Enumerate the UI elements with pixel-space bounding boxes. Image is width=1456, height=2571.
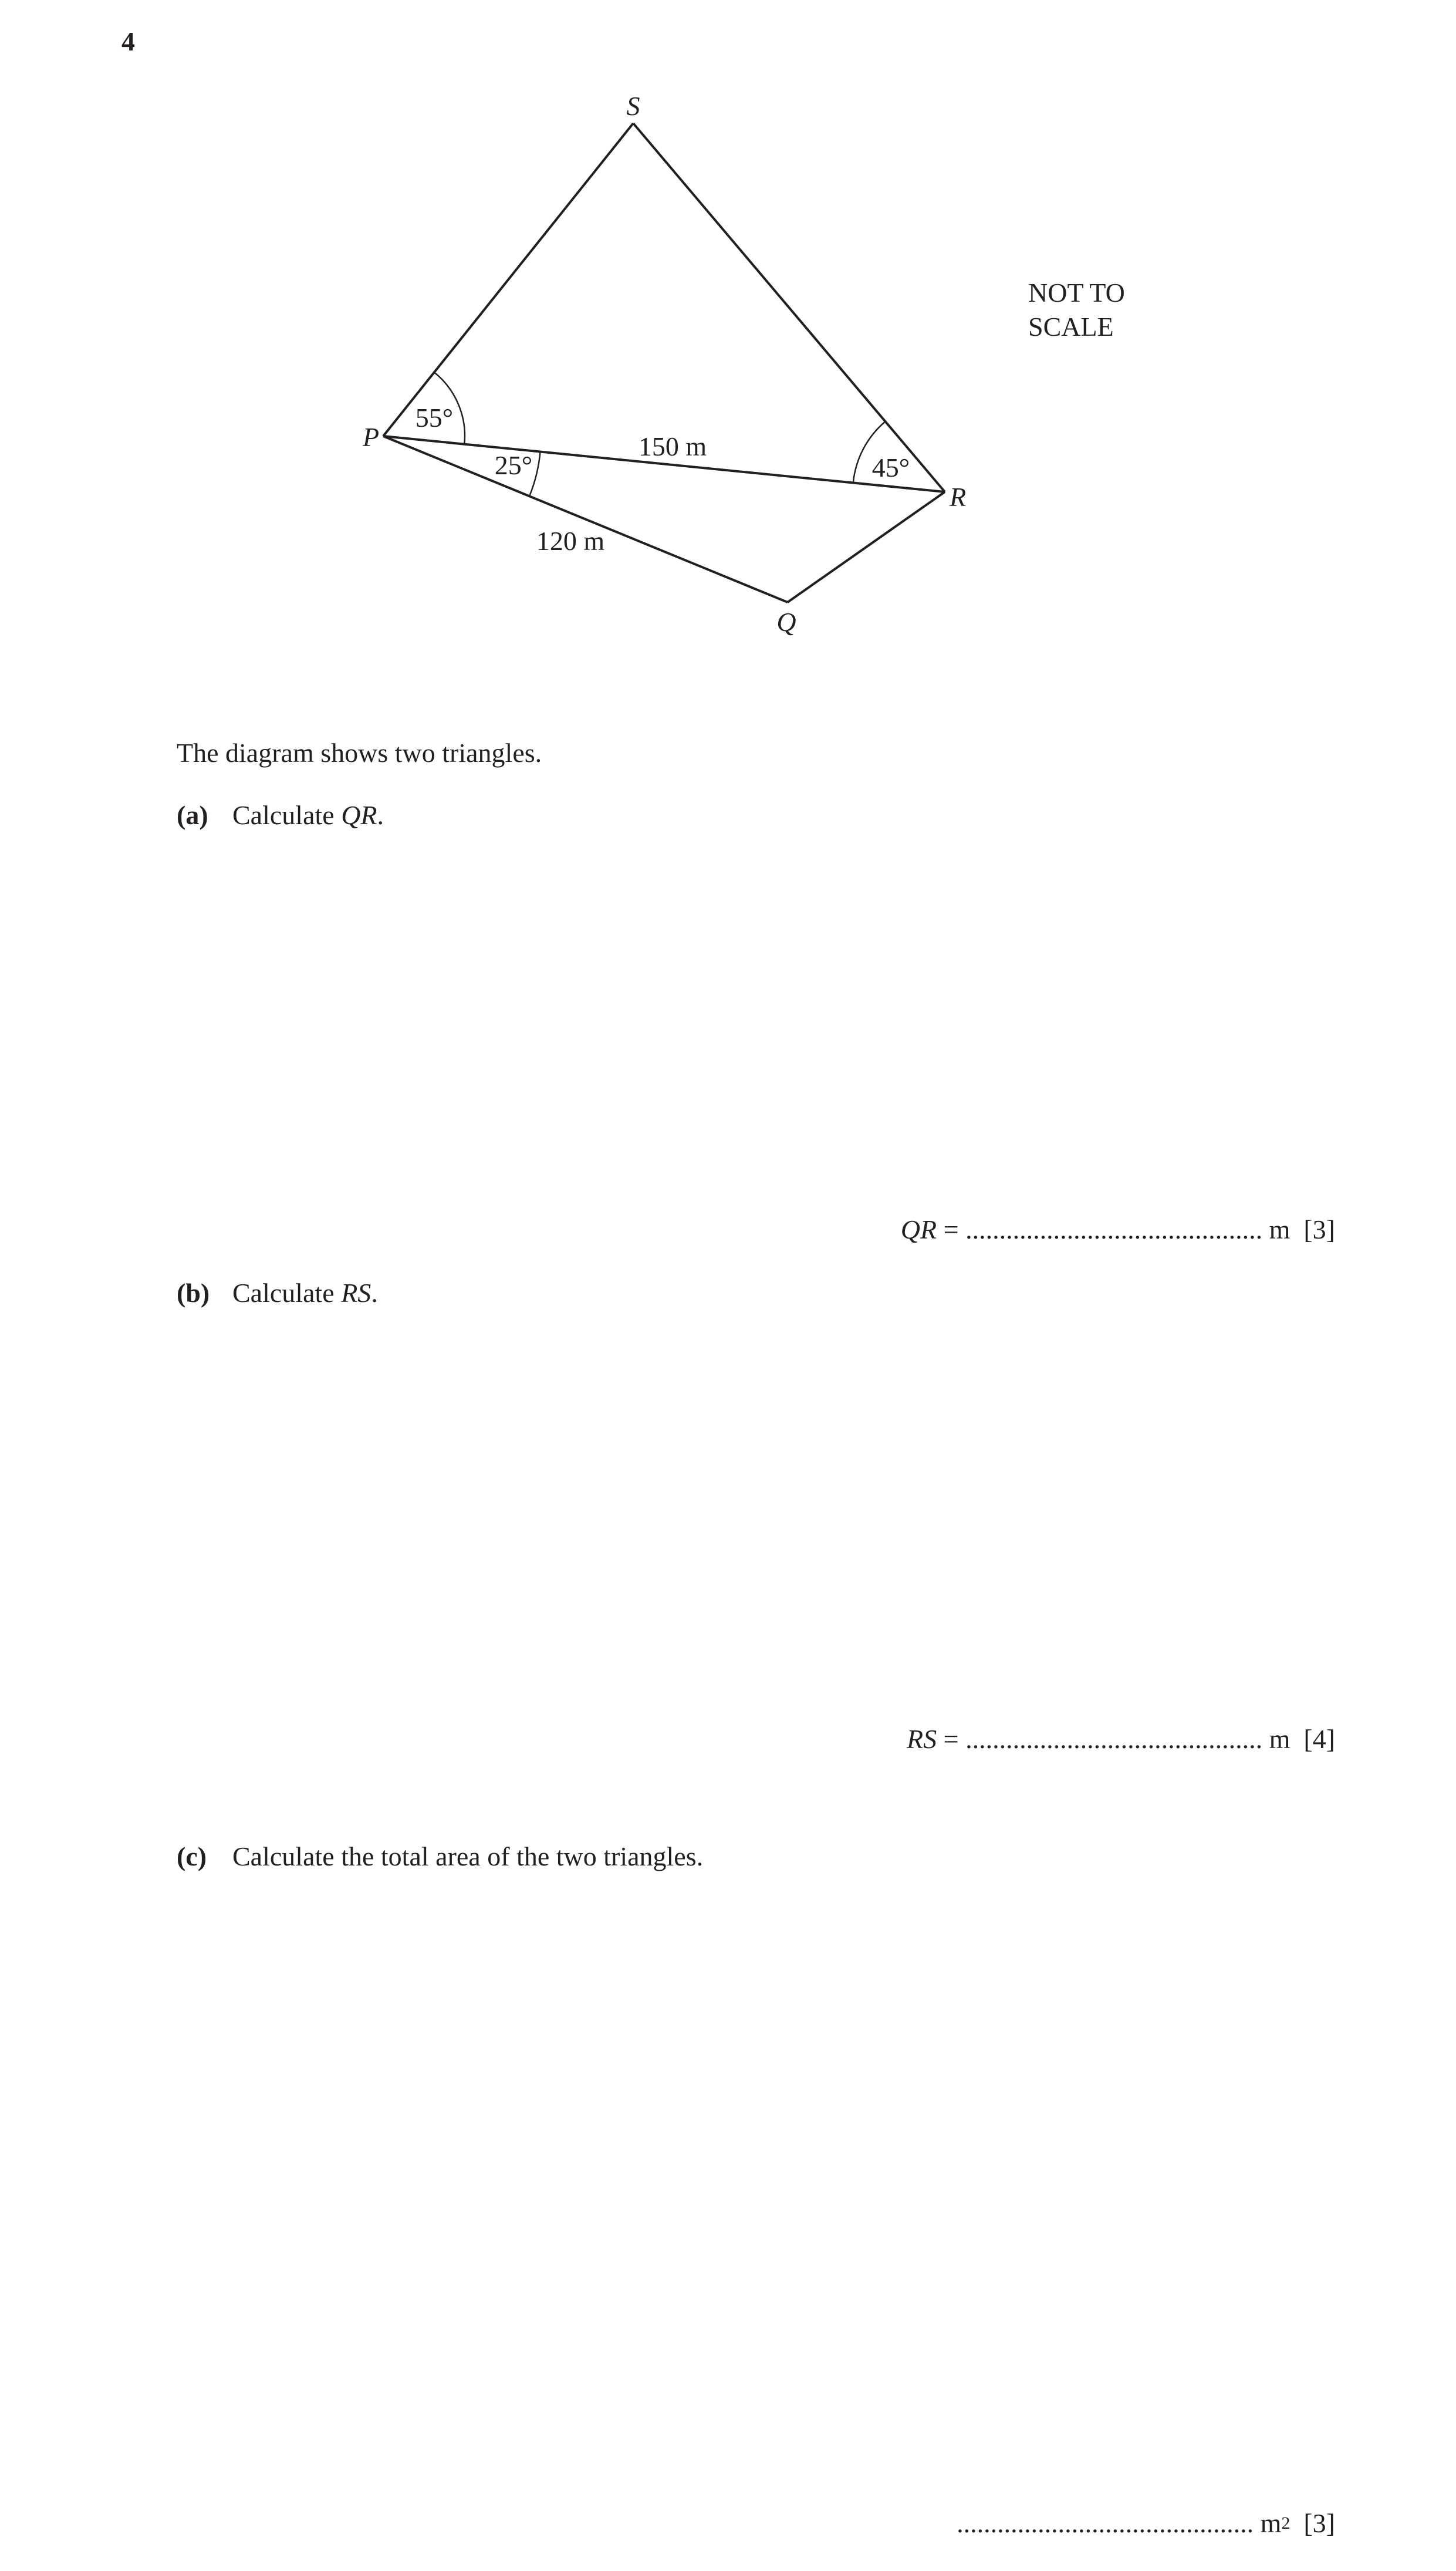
question-number: 4 xyxy=(121,26,135,56)
part-a-var: QR xyxy=(341,800,377,830)
side-ps xyxy=(383,123,633,436)
part-a-equals: = xyxy=(943,1214,959,1244)
vertex-p-label: P xyxy=(363,422,380,452)
part-b-prompt: Calculate xyxy=(232,1278,335,1308)
vertex-r-label: R xyxy=(950,482,967,512)
part-c-label: (c) xyxy=(177,1841,207,1871)
triangle-diagram xyxy=(0,0,1456,675)
part-b-var: RS xyxy=(341,1278,371,1308)
part-a-label: (a) xyxy=(177,800,208,830)
part-a-end: . xyxy=(377,800,384,830)
length-label-pr: 150 m xyxy=(638,431,707,461)
note-line-1: NOT TO xyxy=(1028,278,1125,308)
part-b-end: . xyxy=(371,1278,378,1308)
vertex-s-label: S xyxy=(626,91,640,121)
part-c-question xyxy=(177,1841,703,1872)
not-to-scale-note xyxy=(1028,276,1125,344)
part-a-prompt: Calculate xyxy=(232,800,335,830)
angle-label-25: 25° xyxy=(494,450,533,480)
part-c-unit: m xyxy=(1260,2508,1282,2538)
part-a-question xyxy=(177,799,384,831)
part-a-answer-var: QR xyxy=(900,1214,937,1244)
part-b-answer-field[interactable]: ............................................ xyxy=(965,1724,1263,1754)
part-c-unit-power: 2 xyxy=(1281,2513,1291,2533)
part-c-answer-line xyxy=(957,2508,1335,2539)
part-b-answer-var: RS xyxy=(907,1724,937,1754)
part-c-answer-field[interactable]: ............................................ xyxy=(957,2508,1254,2538)
angle-label-55: 55° xyxy=(415,403,454,433)
part-c-prompt: Calculate the total area of the two triangles. xyxy=(232,1841,704,1871)
side-pq xyxy=(383,436,788,602)
intro-text: The diagram shows two triangles. xyxy=(177,738,542,768)
note-line-2: SCALE xyxy=(1028,312,1114,342)
side-qr xyxy=(788,492,945,602)
part-b-question xyxy=(177,1277,378,1308)
part-a-answer-line xyxy=(901,1214,1335,1245)
part-c-marks: [3] xyxy=(1303,2508,1335,2538)
part-a-unit: m xyxy=(1269,1214,1291,1244)
length-label-pq: 120 m xyxy=(536,526,605,556)
part-b-equals: = xyxy=(943,1724,959,1754)
angle-label-45: 45° xyxy=(871,453,910,483)
part-b-answer-line xyxy=(907,1723,1335,1755)
part-b-label: (b) xyxy=(177,1278,210,1308)
part-a-marks: [3] xyxy=(1303,1214,1335,1244)
part-b-unit: m xyxy=(1269,1724,1291,1754)
part-b-marks: [4] xyxy=(1303,1724,1335,1754)
part-a-answer-field[interactable]: ............................................ xyxy=(965,1214,1263,1244)
vertex-q-label: Q xyxy=(776,607,796,637)
